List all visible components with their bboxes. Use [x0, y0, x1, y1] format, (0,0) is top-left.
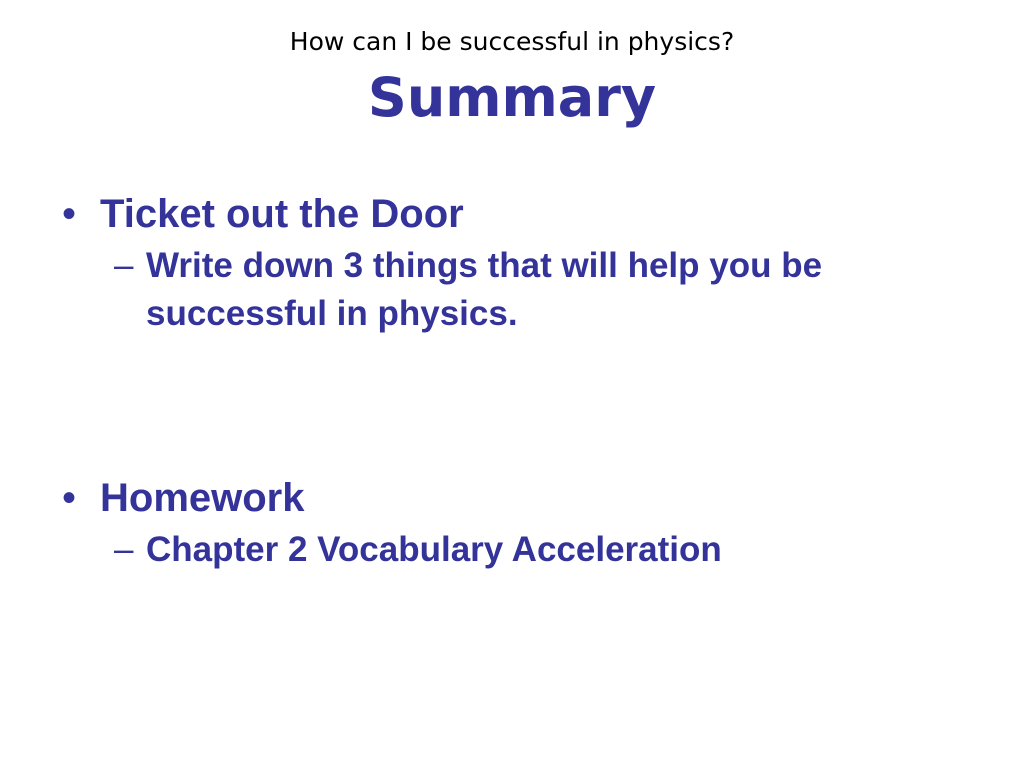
- sub-bullet: [114, 526, 962, 574]
- bullet-dot-icon: •: [62, 476, 77, 520]
- sub-bullet-text: Write down 3 things that will help you be successful in physics.: [146, 246, 823, 333]
- sub-bullet-text: Chapter 2 Vocabulary Acceleration: [146, 530, 722, 569]
- dash-icon: –: [114, 246, 134, 285]
- sub-bullet: [114, 242, 962, 338]
- bullet-text: Homework: [100, 476, 305, 520]
- bullet-main: [62, 474, 962, 522]
- dash-icon: –: [114, 530, 134, 569]
- slide-subtitle: How can I be successful in physics?: [289, 27, 735, 56]
- bullet-ticket-out-the-door: [62, 190, 962, 338]
- bullet-dot-icon: •: [62, 192, 77, 236]
- slide-title: Summary: [367, 66, 657, 129]
- bullet-main: [62, 190, 962, 238]
- bullet-homework: [62, 474, 962, 574]
- bullet-text: Ticket out the Door: [100, 192, 464, 236]
